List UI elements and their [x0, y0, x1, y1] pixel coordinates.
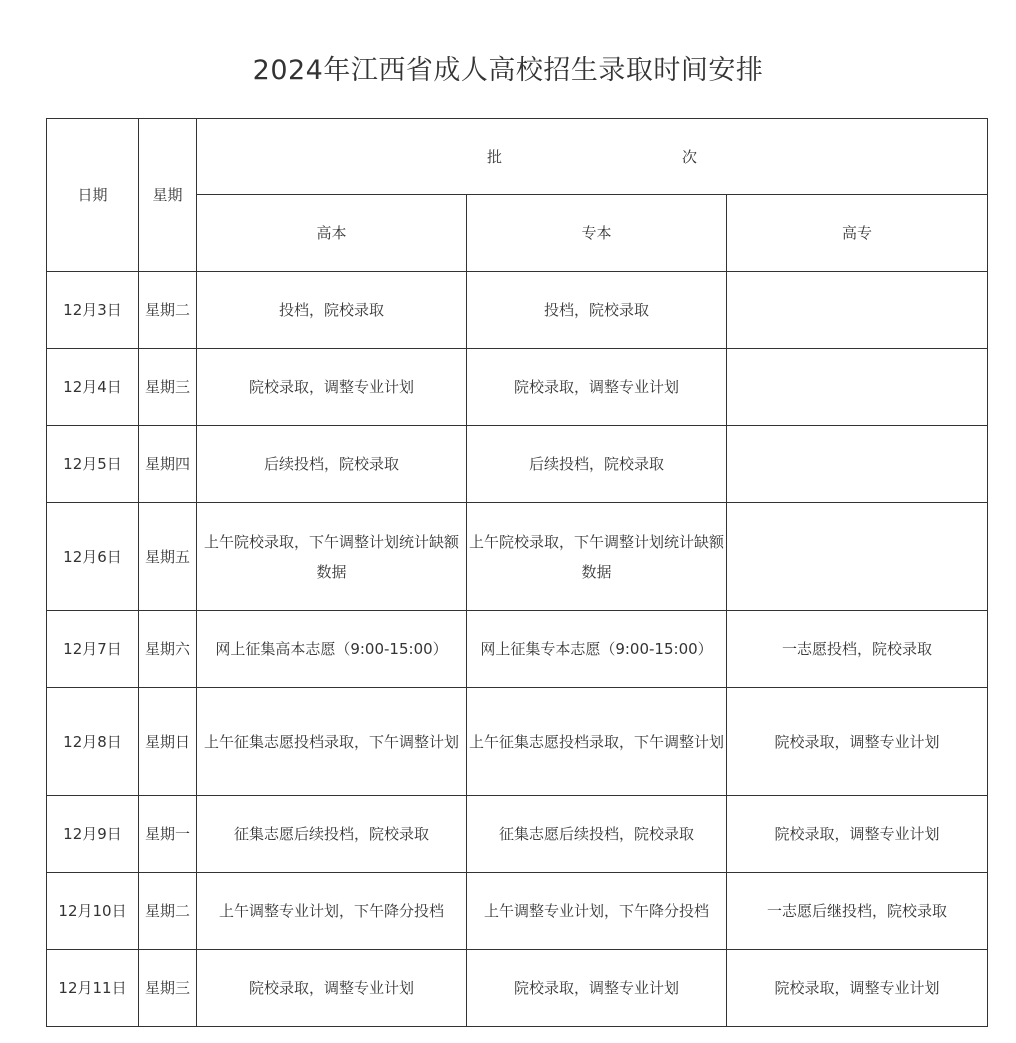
gaoben-cell: 后续投档，院校录取 [197, 426, 467, 503]
gaoben-cell: 院校录取，调整专业计划 [197, 349, 467, 426]
zhuanben-cell: 院校录取，调整专业计划 [467, 950, 727, 1027]
date-cell: 12月6日 [47, 503, 139, 611]
weekday-cell: 星期三 [139, 349, 197, 426]
table-row [47, 611, 988, 688]
header-date: 日期 [47, 119, 139, 272]
weekday-cell: 星期四 [139, 426, 197, 503]
zhuanben-cell: 投档，院校录取 [467, 272, 727, 349]
table-row [47, 688, 988, 796]
date-cell: 12月11日 [47, 950, 139, 1027]
gaoben-cell: 网上征集高本志愿（9:00-15:00） [197, 611, 467, 688]
weekday-cell: 星期二 [139, 272, 197, 349]
table-row [47, 950, 988, 1027]
gaozhuan-cell: 院校录取，调整专业计划 [727, 950, 988, 1027]
gaoben-cell: 院校录取，调整专业计划 [197, 950, 467, 1027]
table-row [47, 503, 988, 611]
gaozhuan-cell [727, 503, 988, 611]
page-title: 2024年江西省成人高校招生录取时间安排 [252, 55, 764, 86]
table-row [47, 349, 988, 426]
header-batch-left: 批 [486, 147, 502, 166]
table-header-row [47, 119, 988, 195]
gaoben-cell: 征集志愿后续投档，院校录取 [197, 796, 467, 873]
weekday-cell: 星期三 [139, 950, 197, 1027]
zhuanben-cell: 上午院校录取，下午调整计划统计缺额数据 [467, 503, 727, 611]
gaoben-cell: 投档，院校录取 [197, 272, 467, 349]
weekday-cell: 星期日 [139, 688, 197, 796]
weekday-cell: 星期六 [139, 611, 197, 688]
gaoben-cell: 上午院校录取，下午调整计划统计缺额数据 [197, 503, 467, 611]
zhuanben-cell: 网上征集专本志愿（9:00-15:00） [467, 611, 727, 688]
date-cell: 12月10日 [47, 873, 139, 950]
admission-schedule-table [46, 118, 988, 1027]
date-cell: 12月5日 [47, 426, 139, 503]
gaoben-cell: 上午调整专业计划，下午降分投档 [197, 873, 467, 950]
zhuanben-cell: 上午调整专业计划，下午降分投档 [467, 873, 727, 950]
gaozhuan-cell: 一志愿后继投档，院校录取 [727, 873, 988, 950]
header-weekday: 星期 [139, 119, 197, 272]
gaozhuan-cell: 一志愿投档，院校录取 [727, 611, 988, 688]
header-batch [197, 119, 988, 195]
zhuanben-cell: 院校录取，调整专业计划 [467, 349, 727, 426]
weekday-cell: 星期五 [139, 503, 197, 611]
header-zhuanben: 专本 [467, 195, 727, 272]
weekday-cell: 星期二 [139, 873, 197, 950]
zhuanben-cell: 后续投档，院校录取 [467, 426, 727, 503]
gaozhuan-cell [727, 272, 988, 349]
gaozhuan-cell [727, 349, 988, 426]
header-batch-right: 次 [682, 147, 698, 166]
gaozhuan-cell: 院校录取，调整专业计划 [727, 796, 988, 873]
date-cell: 12月7日 [47, 611, 139, 688]
date-cell: 12月4日 [47, 349, 139, 426]
table-row [47, 426, 988, 503]
weekday-cell: 星期一 [139, 796, 197, 873]
table-row [47, 272, 988, 349]
date-cell: 12月8日 [47, 688, 139, 796]
gaoben-cell: 上午征集志愿投档录取，下午调整计划 [197, 688, 467, 796]
header-gaozhuan: 高专 [727, 195, 988, 272]
table-row [47, 796, 988, 873]
date-cell: 12月3日 [47, 272, 139, 349]
table-row [47, 873, 988, 950]
zhuanben-cell: 征集志愿后续投档，院校录取 [467, 796, 727, 873]
zhuanben-cell: 上午征集志愿投档录取，下午调整计划 [467, 688, 727, 796]
date-cell: 12月9日 [47, 796, 139, 873]
gaozhuan-cell: 院校录取，调整专业计划 [727, 688, 988, 796]
header-gaoben: 高本 [197, 195, 467, 272]
gaozhuan-cell [727, 426, 988, 503]
